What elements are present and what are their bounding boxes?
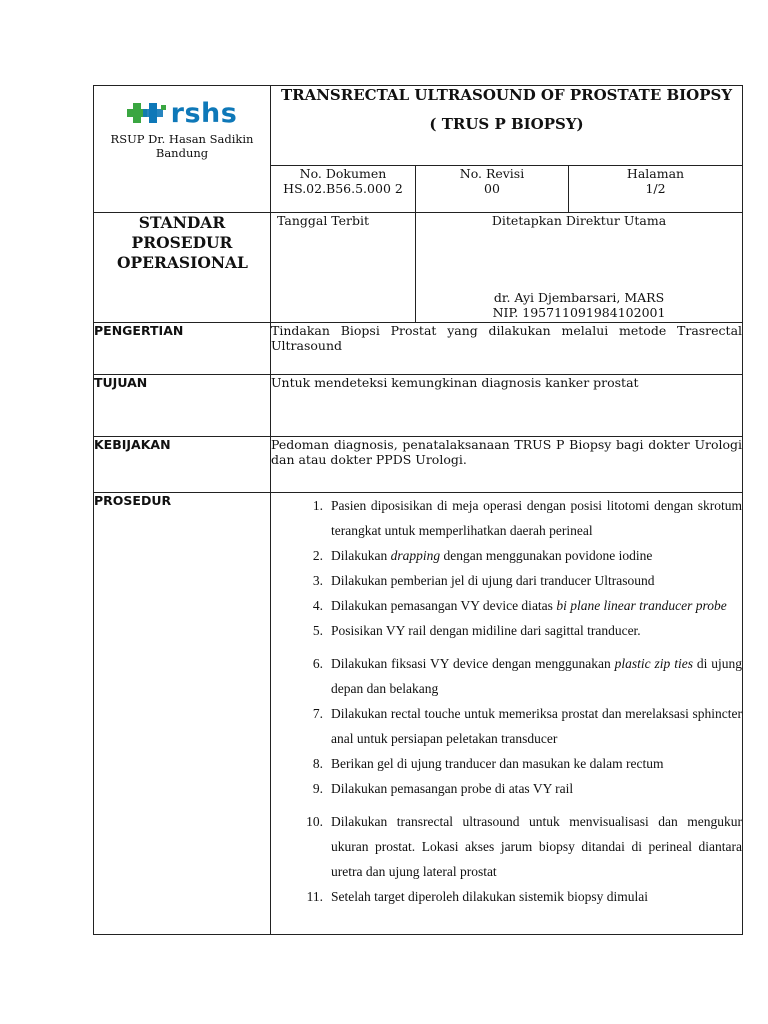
- procedure-step: [271, 884, 742, 909]
- revision-value: 00: [484, 181, 500, 196]
- step-number: 2.: [312, 548, 323, 563]
- procedure-step: [271, 593, 742, 618]
- document-subtitle: ( TRUS P BIOPSY): [429, 115, 584, 133]
- approved-by-label: Ditetapkan Direktur Utama: [491, 213, 667, 228]
- doc-number-cell: [271, 166, 416, 213]
- procedure-step: [271, 776, 742, 801]
- procedure-cell: [271, 493, 743, 935]
- step-text: Dilakukan fiksasi VY device dengan menggunakan plastic zip ties di ujung depan dan belakang: [331, 656, 743, 696]
- step-number: 6.: [312, 656, 323, 671]
- step-text: Berikan gel di ujung tranducer dan masukan ke dalam rectum: [331, 756, 664, 771]
- document-title: TRANSRECTAL ULTRASOUND OF PROSTATE BIOPSY: [280, 86, 733, 104]
- doc-number-label: No. Dokumen: [299, 166, 387, 181]
- step-number: 4.: [312, 598, 323, 613]
- director-nip: NIP. 195711091984102001: [492, 305, 666, 320]
- step-number: 5.: [312, 623, 323, 638]
- logo-text: rshs: [170, 97, 238, 129]
- step-text: Setelah target diperoleh dilakukan sistemik biopsy dimulai: [331, 889, 648, 904]
- step-number: 7.: [312, 706, 323, 721]
- procedure-step: [271, 701, 742, 751]
- pengertian-label: PENGERTIAN: [94, 323, 271, 375]
- page-value: 1/2: [645, 181, 666, 196]
- hospital-name: RSUP Dr. Hasan Sadikin Bandung: [110, 132, 254, 160]
- page-label: Halaman: [626, 166, 685, 181]
- step-text: Pasien diposisikan di meja operasi dengan posisi litotomi dengan skrotum terangkat untuk memperlihatkan daerah perineal: [331, 498, 743, 538]
- medical-cross-icon: [127, 100, 167, 126]
- hospital-logo-cell: [94, 86, 271, 213]
- procedure-step: [271, 618, 742, 643]
- step-number: 11.: [306, 889, 323, 904]
- step-text: Dilakukan rectal touche untuk memeriksa prostat dan merelaksasi sphincter anal untuk persiapan peletakan transducer: [331, 706, 743, 746]
- tujuan-label: TUJUAN: [94, 375, 271, 437]
- tujuan-text: Untuk mendeteksi kemungkinan diagnosis kanker prostat: [271, 375, 743, 437]
- page-cell: [569, 166, 743, 213]
- step-text: Dilakukan pemasangan VY device diatas bi plane linear tranducer probe: [331, 598, 727, 613]
- revision-label: No. Revisi: [459, 166, 525, 181]
- procedure-step: [271, 493, 742, 543]
- step-text: Dilakukan drapping dengan menggunakan povidone iodine: [331, 548, 653, 563]
- sop-title: STANDAR PROSEDUR OPERASIONAL: [117, 213, 248, 272]
- procedure-step: [271, 543, 742, 568]
- issue-date-label: Tanggal Terbit: [277, 213, 370, 228]
- sop-title-cell: [94, 213, 271, 323]
- pengertian-text: Tindakan Biopsi Prostat yang dilakukan melalui metode Trasrectal Ultrasound: [271, 323, 743, 375]
- procedure-step: [271, 651, 742, 701]
- procedure-step: [271, 568, 742, 593]
- step-text: Dilakukan pemasangan probe di atas VY rail: [331, 781, 574, 796]
- step-text: Dilakukan pemberian jel di ujung dari tranducer Ultrasound: [331, 573, 655, 588]
- kebijakan-text: Pedoman diagnosis, penatalaksanaan TRUS P Biopsy bagi dokter Urologi dan atau dokter PPDS Urologi.: [271, 437, 743, 493]
- step-number: 1.: [312, 498, 323, 513]
- sop-document-table: [93, 85, 743, 935]
- procedure-list: [271, 493, 742, 909]
- document-title-cell: [271, 86, 743, 166]
- step-number: 9.: [312, 781, 323, 796]
- director-name: dr. Ayi Djembarsari, MARS: [493, 290, 665, 305]
- prosedur-label: PROSEDUR: [94, 493, 271, 935]
- approval-cell: [416, 213, 743, 323]
- procedure-step: [271, 809, 742, 884]
- doc-number-value: HS.02.B56.5.000 2: [283, 181, 403, 196]
- kebijakan-label: KEBIJAKAN: [94, 437, 271, 493]
- step-number: 3.: [312, 573, 323, 588]
- revision-cell: [416, 166, 569, 213]
- step-number: 10.: [306, 814, 323, 829]
- issue-date-cell: [271, 213, 416, 323]
- procedure-step: [271, 751, 742, 776]
- rshs-logo: [94, 96, 270, 130]
- step-text: Posisikan VY rail dengan midiline dari sagittal tranducer.: [331, 623, 641, 638]
- step-text: Dilakukan transrectal ultrasound untuk menvisualisasi dan mengukur ukuran prostat. Lokasi akses jarum biopsy ditandai di perineal diantara uretra dan ujung lateral prostat: [331, 814, 743, 879]
- step-number: 8.: [312, 756, 323, 771]
